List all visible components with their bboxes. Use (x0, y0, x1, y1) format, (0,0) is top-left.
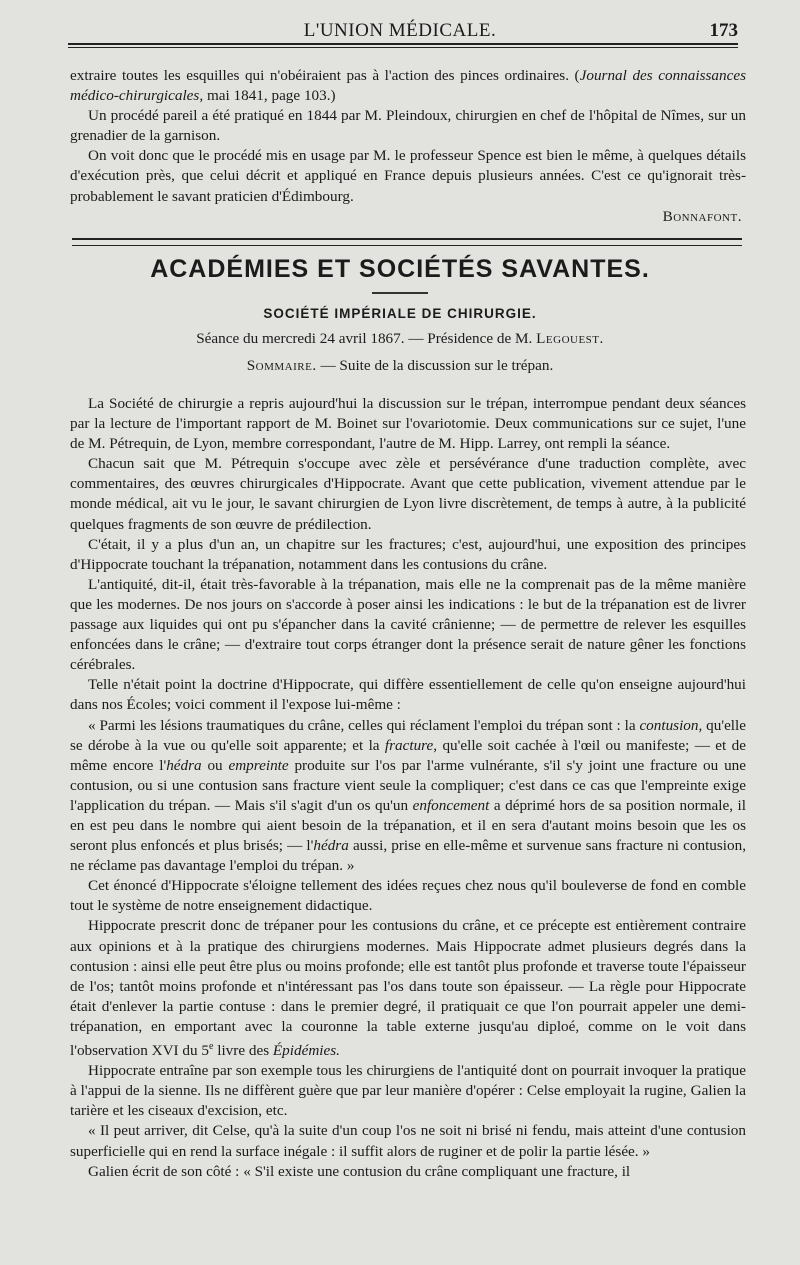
president-name: Legouest. (536, 330, 604, 347)
author-signature: Bonnafont. (662, 207, 742, 225)
intro-paragraph-3: On voit donc que le procédé mis en usage par M. le professeur Spence est bien le même, à quelques détails d'exécution près, que celui décrit et appliqué en France depuis plusieurs années. C'est ce qu'ignorait très-probablement le savant praticien d'Édimbourg. (70, 147, 746, 205)
celsus-quote: « Il peut arriver, dit Celse, qu'à la suite d'un coup l'os ne soit ni brisé ni fendu, mais atteint d'une contusion superficielle qui en rend la surface inégale : il suffit alors de ruginer et de polir la partie lésée. » (70, 1122, 746, 1160)
body-paragraph-6: Cet énoncé d'Hippocrate s'éloigne tellement des idées reçues chez nous qu'il bouleverse de fond en comble tout le système de notre enseignement didactique. (70, 877, 746, 915)
header-rule (68, 43, 738, 48)
intro-paragraph-2: Un procédé pareil a été pratiqué en 1844 par M. Pleindoux, chirurgien en chef de l'hôpital de Nîmes, sur un grenadier de la garnison. (70, 107, 746, 145)
section-title: ACADÉMIES ET SOCIÉTÉS SAVANTES. (150, 255, 650, 283)
summary-label: Sommaire. (246, 357, 317, 374)
running-title: L'UNION MÉDICALE. (303, 20, 497, 41)
intro-paragraph-1: extraire toutes les esquilles qui n'obéiraient pas à l'action des pinces ordinaires. (Journal des connaissances médico-chirurgicales, mai 1841, page 103.) (70, 67, 746, 105)
body-paragraph-8: Hippocrate entraîne par son exemple tous les chirurgiens de l'antiquité dont on pourrait invoquer la pratique à l'appui de la sienne. Ils ne diffèrent guère que par leur manière d'opérer : Celse employait la rugine, Galien la tarière et les ciseaux d'excision, etc. (70, 1062, 746, 1120)
body-paragraph-10: Galien écrit de son côté : « S'il existe une contusion du crâne compliquant une fracture, il (88, 1162, 631, 1180)
article-body (70, 394, 746, 1182)
body-paragraph-5: Telle n'était point la doctrine d'Hippocrate, qui diffère essentiellement de celle qu'on enseigne aujourd'hui dans nos Écoles; voici comment il l'expose lui-même : (70, 676, 746, 714)
body-paragraph-1: La Société de chirurgie a repris aujourd'hui la discussion sur le trépan, interrompue pendant deux séances par la lecture de l'important rapport de M. Boinet sur l'ovariotomie. Deux communications sur ce sujet, l'une de M. Pétrequin, de Lyon, membre correspondant, l'autre de M. Hipp. Larrey, ont rempli la séance. (70, 395, 746, 453)
hippocrates-quote: « Parmi les lésions traumatiques du crâne, celles qui réclament l'emploi du trépan sont : la contusion, qu'elle se dérobe à la vue ou qu'elle soit apparente; et la fracture, qu'elle soit cachée à l'œil ou manifeste; — et de même encore l'hédra ou empreinte produite sur l'os par l'arme vulnérante, s'il s'y joint une fracture ou une contusion, ou si une contusion sans fracture vient seule la compliquer; c'est dans ce cas que l'empreinte exige l'application du trépan. — Mais s'il s'agit d'un os qu'un enfoncement a déprimé hors de sa position normale, il en est peu dans le nombre qui aient besoin de la trépanation, et il en sera d'autant moins besoin que les os seront plus enfoncés et plus brisés; — l'hédra aussi, prise en elle-même et survenue sans fracture ni contusion, ne réclame pas davantage l'emploi du trépan. » (70, 716, 747, 875)
intro-block (70, 66, 746, 227)
society-heading: SOCIÉTÉ IMPÉRIALE DE CHIRURGIE. (263, 306, 537, 321)
body-paragraph-7: Hippocrate prescrit donc de trépaner pour les contusions du crâne, et ce précepte est entièrement contraire aux opinions et à la pratique des chirurgiens modernes. Mais Hippocrate admet plusieurs degrés dans la contusion : ainsi elle peut être plus ou moins profonde; elle est tantôt plus profonde et traverse toute l'épaisseur de l'os; tantôt moins profonde et n'intéressant pas l'os dans toute son épaisseur. — La règle pour Hippocrate était d'enlever la partie contuse : dans le premier degré, il pratiquait ce que l'on pourrait appeler une demi-trépanation, en emportant avec la couronne la table externe jusqu'au diploé, comme on le voit dans l'observation XVI du 5e livre des Épidémies. (70, 917, 746, 1060)
title-underline (372, 292, 428, 294)
body-paragraph-4: L'antiquité, dit-il, était très-favorable à la trépanation, mais elle ne la comprenait pas de la même manière que les modernes. De nos jours on s'accorde à poser ainsi les indications : le but de la trépanation est de livrer passage aux liquides qui ont pu s'épancher dans la cavité crânienne; — de permettre de relever les esquilles enfoncées dans le crâne; — d'extraire tout corps étranger dont la présence serait de nature gêner les fonctions cérébrales. (70, 575, 746, 674)
page-number: 173 (709, 20, 738, 41)
body-paragraph-2: Chacun sait que M. Pétrequin s'occupe avec zèle et persévérance d'une traduction complète, avec commentaires, des œuvres chirurgicales d'Hippocrate. Avant que cette publication, vivement attendue par le monde médical, ait vu le jour, le savant chirurgien de Lyon livre discrètement, de temps à autre, à la publicité quelques fragments de son œuvre de prédilection. (70, 455, 746, 533)
session-line: Séance du mercredi 24 avril 1867. — Présidence de M. Legouest. (196, 330, 604, 347)
section-divider (72, 238, 742, 246)
body-paragraph-3: C'était, il y a plus d'un an, un chapitre sur les fractures; c'est, aujourd'hui, une exposition des principes d'Hippocrate touchant la trépanation, notamment dans les contusions du crâne. (70, 535, 746, 573)
summary-line: Sommaire. — Suite de la discussion sur le trépan. (246, 357, 554, 374)
journal-title: Journal des connaissances médico-chirurgicales, (70, 67, 746, 105)
